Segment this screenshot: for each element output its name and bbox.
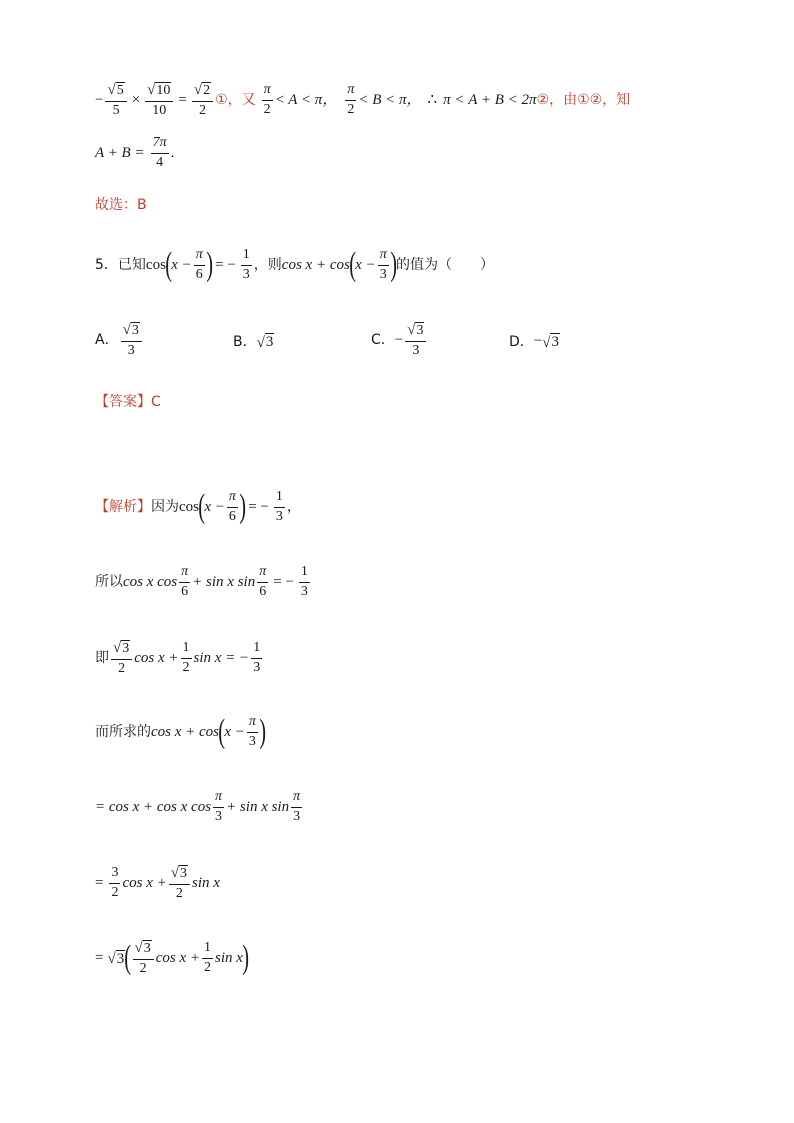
- ineq-ab: ∴ π < A + B < 2π: [427, 91, 537, 108]
- you-text: 又: [241, 92, 256, 109]
- conclude-text: 由①②，知: [563, 92, 631, 109]
- top-math: − √ 5 5 × √ 10 10 = √ 2 2: [95, 82, 215, 119]
- sum-result: A + B = $\frac{7\pi}{4}$ .: [95, 135, 175, 170]
- ineq-b: $\frac{\pi}{2}$ < B < π，: [347, 82, 422, 117]
- analysis-line-2: 所以 cos x cos $\frac{\pi}{6}$ + sin x sin $\frac{\pi}{6}$ = − $\frac{1}{3}$: [95, 564, 308, 599]
- option-c[interactable]: C． − √ 3 3: [371, 322, 428, 359]
- q5-prefix: 5．已知: [95, 257, 146, 274]
- fraction-sqrt2-2: √ 2 2: [192, 82, 213, 119]
- fraction-sqrt5-5: √ 5 5: [105, 82, 126, 119]
- fraction-sqrt10-10: √ 10 10: [145, 82, 173, 119]
- analysis-line-7: = √ 3 ( √ 3 2 cos x + $\frac{1}{2}$ sin x ): [95, 939, 250, 977]
- circle-two: ②，: [536, 92, 564, 109]
- analysis-line-4: 而所求的 cos x + cos ( x − $\frac{\pi}{3}$ ): [95, 712, 266, 750]
- analysis-line-6: = $\frac{3}{2}$ cos x + √ 3 2 sin x: [95, 865, 220, 902]
- analysis-line-5: = cos x + cos x cos $\frac{\pi}{3}$ + sin x sin $\frac{\pi}{3}$: [95, 789, 301, 824]
- q5-expression: cos x + cos ( x − $\frac{\pi}{3}$ ): [281, 245, 397, 283]
- answer-value: C: [151, 394, 161, 410]
- q5-given: cos ( x − $\frac{\pi}{6}$ ) = − $\frac{1}{3}$: [145, 245, 250, 283]
- circle-one: ①，: [215, 92, 242, 109]
- answer-line: [95, 395, 161, 409]
- option-a[interactable]: A． √ 3 3: [95, 322, 144, 359]
- question-5: 5．已知 cos ( x − $\frac{\pi}{6}$ ) = − $\frac{1}{3}$ ，则 cos x + cos ( x − $\frac{\pi}{3}$ ) 的值为（ ）: [95, 245, 495, 283]
- option-b[interactable]: B． √ 3: [233, 333, 274, 351]
- option-d[interactable]: D． − √ 3: [509, 333, 559, 351]
- answer-label: 【答案】: [95, 394, 151, 410]
- top-line-1: [95, 82, 630, 119]
- choose-answer: 故选：B: [95, 197, 147, 213]
- minus-sign: −: [95, 91, 104, 108]
- analysis-line-1: 【解析】 因为 cos ( x − $\frac{\pi}{6}$ ) = − $\frac{1}{3}$ ，: [95, 487, 301, 525]
- top-line-2: [95, 136, 174, 170]
- ineq-a: $\frac{\pi}{2}$ < A < π，: [263, 82, 338, 117]
- options-row: [95, 322, 695, 362]
- analysis-line-3: 即 √ 3 2 cos x + $\frac{1}{2}$ sin x = − $\frac{1}{3}$: [95, 640, 261, 677]
- analysis-label: 【解析】: [95, 499, 151, 516]
